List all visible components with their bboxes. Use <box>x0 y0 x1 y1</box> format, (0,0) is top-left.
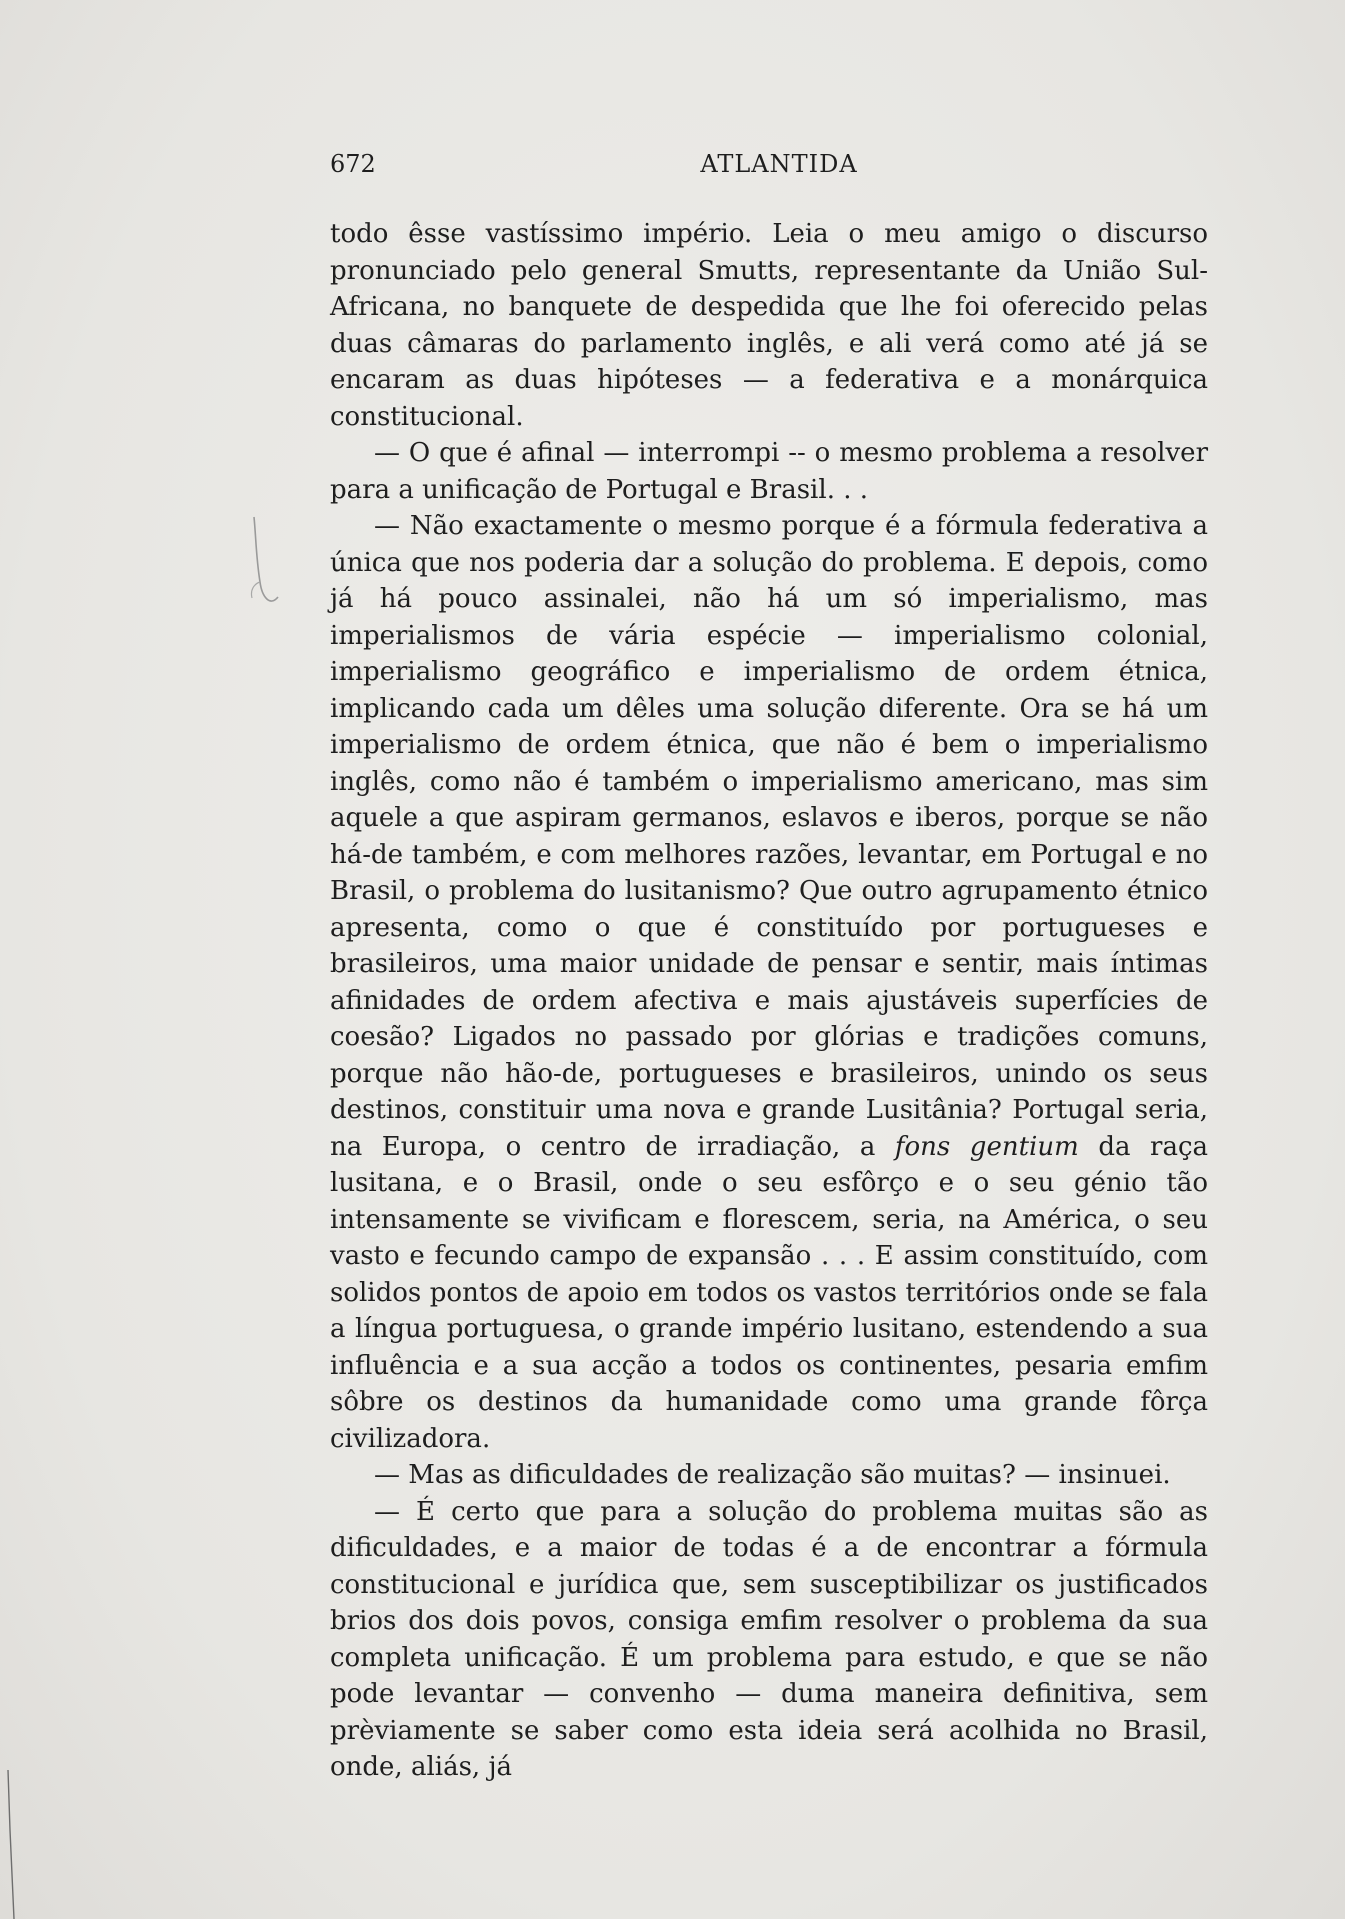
paragraph <box>330 508 1208 1457</box>
paragraph: — Mas as dificuldades de realização são muitas? — insinuei. <box>374 1460 1171 1490</box>
page-header <box>330 150 1208 186</box>
paragraph: — É certo que para a solução do problema muitas são as dificuldades, e a maior de todas é a de encontrar a fórmula constitucional e jurídica que, sem susceptibilizar os justificados brios dos dois povos, consiga emfim resolver o problema da sua completa unificação. É um problema para estudo, e que se não pode levantar — convenho — duma maneira definitiva, sem prèviamente se saber como esta ideia será acolhida no Brasil, onde, aliás, já <box>330 1496 1208 1782</box>
paragraph: — O que é afinal — interrompi -- o mesmo problema a resolver para a unificação de Portugal e Brasil. . . <box>330 438 1208 505</box>
article-body <box>330 216 1208 1786</box>
running-title: ATLANTIDA <box>700 150 858 178</box>
pencil-margin-mark <box>244 512 284 622</box>
italic-latin-phrase: fons gentium <box>894 1131 1079 1162</box>
page-edge-line <box>0 1770 30 1919</box>
page-number: 672 <box>330 150 376 178</box>
paragraph: todo êsse vastíssimo império. Leia o meu amigo o discurso pronunciado pelo general Smutts, representante da União Sul-Africana, no banquete de despedida que lhe foi oferecido pelas duas câmaras do parlamento inglês, e ali verá como até já se encaram as duas hipóteses — a federativa e a monárquica constitucional. <box>330 219 1208 432</box>
paragraph-text: da raça lusitana, e o Brasil, onde o seu esfôrço e o seu génio tão intensamente se vivificam e florescem, seria, na América, o seu vasto e fecundo campo de expansão . . . E assim constituído, com solidos pontos de apoio em todos os vastos territórios onde se fala a língua portuguesa, o grande império lusitano, estendendo a sua influência e a sua acção a todos os continentes, pesaria emfim sôbre os destinos da humanidade como uma grande fôrça civilizadora. <box>330 1131 1209 1454</box>
paragraph-text: — Não exactamente o mesmo porque é a fórmula federativa a única que nos poderia dar a solução do problema. E depois, como já há pouco assinalei, não há um só imperialismo, mas imperialismos de vária espécie — imperialismo colonial, imperialismo geográfico e imperialismo de ordem étnica, implicando cada um dêles uma solução diferente. Ora se há um imperialismo de ordem étnica, que não é bem o imperialismo inglês, como não é também o imperialismo americano, mas sim aquele a que aspiram germanos, eslavos e iberos, porque se não há-de também, e com melhores razões, levantar, em Portugal e no Brasil, o problema do lusitanismo? Que outro agrupamento étnico apresenta, como o que é constituído por portugueses e brasileiros, uma maior unidade de pensar e sentir, mais íntimas afinidades de ordem afectiva e mais ajustáveis superfícies de coesão? Ligados no passado por glórias e tradições comuns, porque não hão-de, portugueses e brasileiros, unindo os seus destinos, constituir uma nova e grande Lusitânia? Portugal seria, na Europa, o centro de irradiação, a <box>330 511 1208 1162</box>
